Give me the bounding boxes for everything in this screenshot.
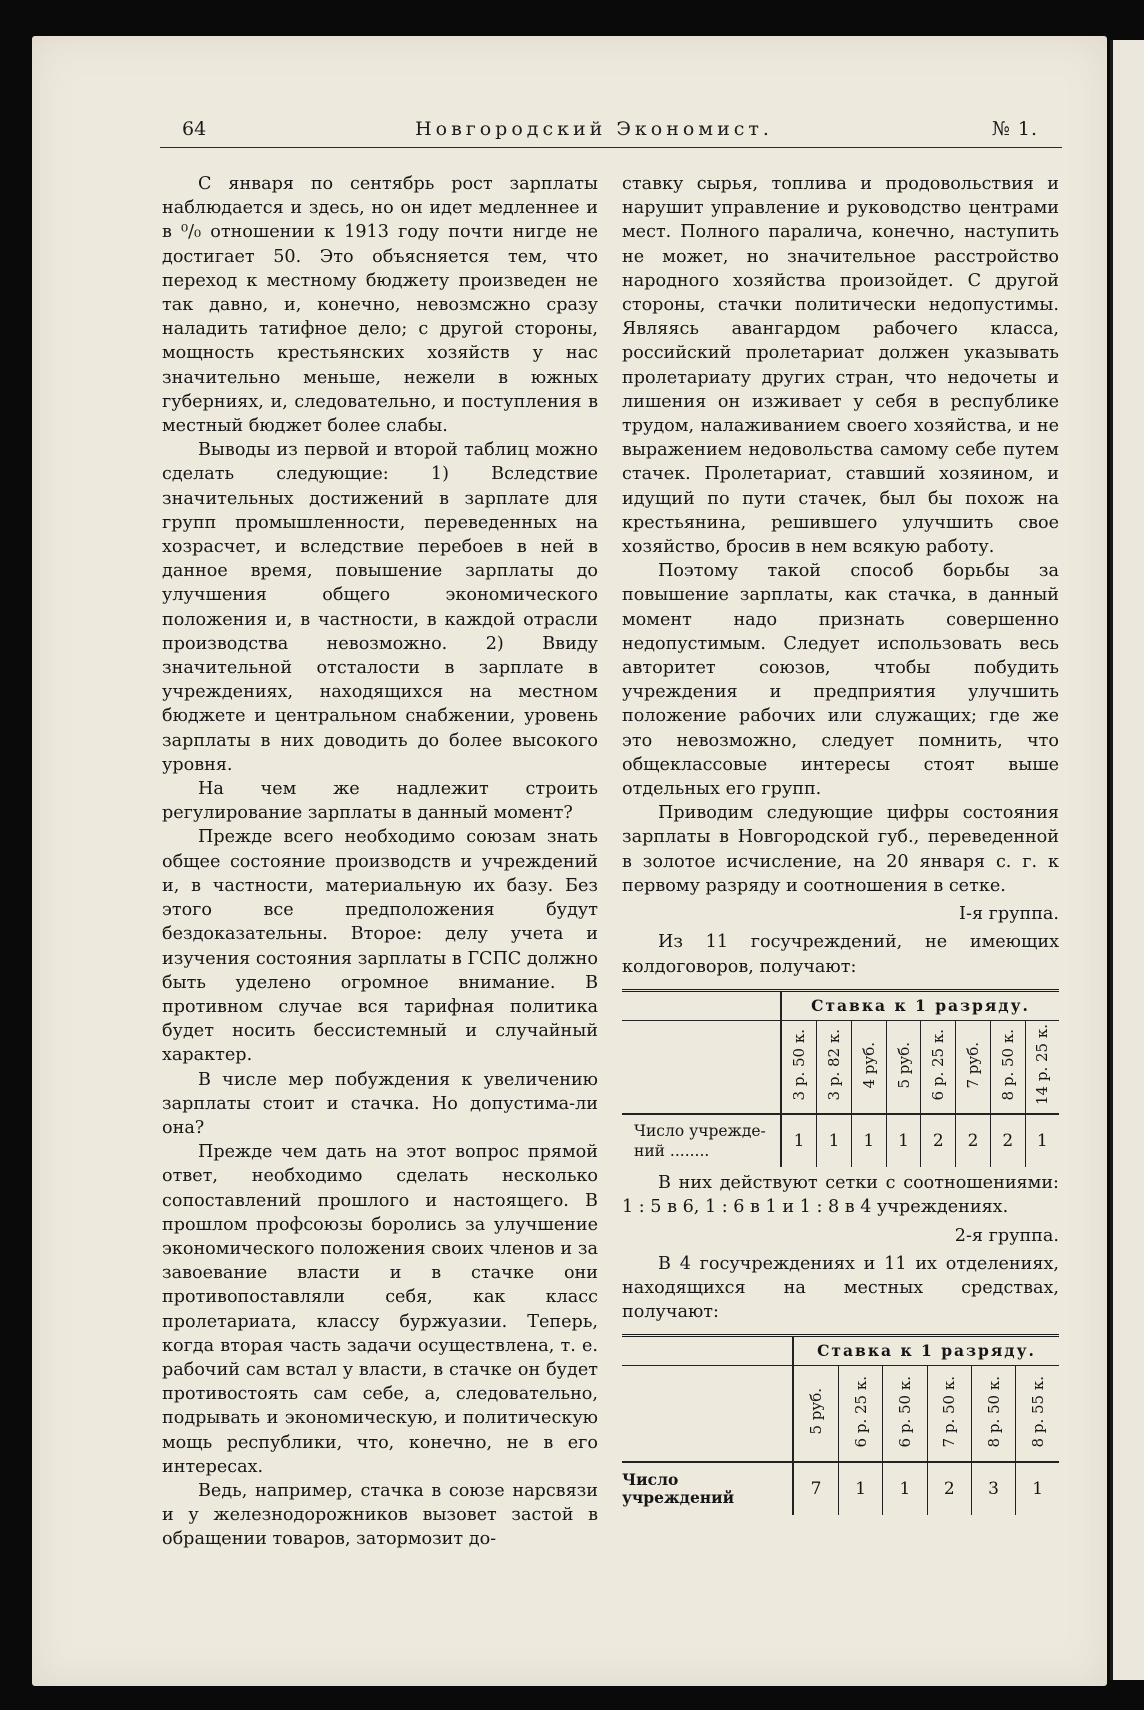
table-cell: 1: [851, 1114, 886, 1167]
table-cell: 1: [886, 1114, 921, 1167]
row-label: Число учрежде- ний ........: [622, 1114, 781, 1167]
adjacent-page-edge: [1110, 40, 1144, 1680]
column-header: 7 руб.: [956, 1020, 991, 1114]
column-header: 8 р. 50 к.: [990, 1020, 1025, 1114]
paragraph: Выводы из первой и второй таблиц можно сделать следующие: 1) Вследствие значительных достижений в зарплате для групп промышленности, переведенных на хозрасчет, и вследствие перебоев в ней в данное время, повышение зарплаты до улучшения общего экономического положения и, в частности, в каждой отрасли производства невозможно. 2) Ввиду значительной отсталости в зарплате в учреждениях, находящихся на местном бюджете и центральном снабжении, уровень зарплаты в них доводить до более высокого уровня.: [162, 440, 598, 775]
group-2-intro: В 4 госучреждениях и 11 их отделениях, находящихся на местных средствах, получают:: [622, 1253, 1059, 1323]
table-cell: 7: [793, 1462, 838, 1515]
page-header: [150, 118, 1038, 146]
table-cell: 3: [971, 1462, 1015, 1515]
wage-table-1: [622, 992, 1059, 1168]
column-header: 5 руб.: [793, 1366, 838, 1462]
column-header: 8 р. 55 к.: [1016, 1366, 1059, 1462]
right-column: [622, 172, 1059, 1519]
column-header: 5 руб.: [886, 1020, 921, 1114]
group-1-intro: Из 11 госучреждений, не имеющих колдоговоров, получают:: [622, 932, 1059, 977]
column-header: 3 р. 50 к.: [781, 1020, 817, 1114]
column-header: 4 руб.: [851, 1020, 886, 1114]
table-caption: Ставка к 1 разряду.: [781, 992, 1059, 1021]
left-column: [162, 172, 598, 1552]
column-header: 14 р. 25 к.: [1025, 1020, 1059, 1114]
issue-number: № 1.: [991, 118, 1038, 140]
paragraph: Поэтому такой способ борьбы за повышение зарплаты, как стачка, в данный момент надо признать совершенно недопустимым. Следует использовать весь авторитет союзов, чтобы побудить учреждения и предприятия улучшить положение рабочих или служащих; где же это невозможно, следует помнить, что общеклассовые интересы стоят выше отдельных его групп.: [622, 561, 1059, 800]
paragraph: Приводим следующие цифры состояния зарплаты в Новгородской губ., переведенной в золотое исчисление, на 20 января с. г. к первому разряду и соотношения в сетке.: [622, 803, 1059, 896]
table-group-2: [622, 1334, 1059, 1515]
table-row: [622, 1114, 1059, 1167]
wage-table-2: [622, 1337, 1059, 1515]
header-rule: [160, 147, 1062, 148]
table-caption: Ставка к 1 разряду.: [793, 1337, 1059, 1366]
paragraph: Прежде чем дать на этот вопрос прямой ответ, необходимо сделать несколько сопоставлений прошлого и настоящего. В прошлом профсоюзы боролись за улучшение экономического положения своих членов и за завоевание власти и в стачке они противопоставляли себя, как класс пролетариата, классу буржуазии. Теперь, когда вторая часть задачи осуществлена, т. е. рабочий сам встал у власти, в стачке он будет противостоять сам себе, а, следовательно, подрывать и экономическую, и политическую мощь республики, что, конечно, не в его интересах.: [162, 1142, 598, 1477]
group-2-title: 2-я группа.: [954, 1225, 1059, 1246]
table-cell: 1: [883, 1462, 927, 1515]
column-header: 7 р. 50 к.: [927, 1366, 971, 1462]
column-header: 6 р. 50 к.: [883, 1366, 927, 1462]
table-group-1: [622, 989, 1059, 1168]
table-cell: 1: [1036, 1131, 1048, 1152]
column-header: 6 р. 25 к.: [838, 1366, 882, 1462]
column-header: 3 р. 82 к.: [817, 1020, 852, 1114]
table-row: [622, 1462, 1059, 1515]
paragraph: С января по сентябрь рост зарплаты наблюдается и здесь, но он идет медленнее и в ⁰/₀ отношении к 1913 году почти нигде не достигает 50. Это объясняется тем, что переход к местному бюджету произведен не так давно, и, конечно, невозмсжно сразу наладить татифное дело; с другой стороны, мощность крестьянских хозяйств у нас значительно меньше, нежели в южных губерниях, и, следовательно, и поступления в местный бюджет более слабы.: [162, 174, 598, 437]
table-cell: 2: [956, 1114, 991, 1167]
table-cell: 1: [838, 1462, 882, 1515]
journal-title: Новгородский Экономист.: [415, 118, 773, 140]
paragraph: Прежде всего необходимо союзам знать общее состояние производств и учреждений и, в частности, материальную их базу. Без этого все предположения будут бездоказательны. Второе: делу учета и изучения состояния зарплаты в ГСПС должно быть уделено огромное внимание. В противном случае вся тарифная политика будет носить бессистемный и случайный характер.: [162, 827, 598, 1066]
table-cell: 2: [990, 1114, 1025, 1167]
page-number: 64: [182, 118, 207, 140]
row-label: Число учреждений: [622, 1462, 793, 1515]
table-cell: 1: [817, 1114, 852, 1167]
table-cell: 2: [927, 1462, 971, 1515]
group-1-title: I-я группа.: [959, 904, 1059, 925]
table-cell: 1: [1032, 1478, 1044, 1499]
column-header: 6 р. 25 к.: [921, 1020, 956, 1114]
paragraph: На чем же надлежит строить регулирование зарплаты в данный момент?: [162, 779, 598, 824]
paragraph: В числе мер побуждения к увеличению зарплаты стоит и стачка. Но допустима-ли она?: [162, 1069, 598, 1138]
paragraph: В них действуют сетки с соотношениями: 1 : 5 в 6, 1 : 6 в 1 и 1 : 8 в 4 учреждениях.: [622, 1173, 1059, 1218]
paragraph: ставку сырья, топлива и продовольствия и нарушит управление и руководство центрами мест. Полного паралича, конечно, наступить не может, но значительное расстройство народного хозяйства произойдет. С другой стороны, стачки политически недопустимы. Являясь авангардом рабочего класса, российский пролетариат должен указывать пролетариату других стран, что недочеты и лишения он изживает у себя в республике трудом, налаживанием своего хозяйства, и не выражением недовольства самому себе путем стачек. Пролетариат, ставший хозяином, и идущий по пути стачек, был бы похож на крестьянина, решившего улучшить свое хозяйство, бросив в нем всякую работу.: [622, 174, 1059, 558]
table-cell: 2: [921, 1114, 956, 1167]
table-cell: 1: [781, 1114, 817, 1167]
paragraph: Ведь, например, стачка в союзе нарсвязи и у железнодорожников вызовет застой в обращении товаров, затормозит до-: [162, 1480, 598, 1550]
column-header: 8 р. 50 к.: [971, 1366, 1015, 1462]
